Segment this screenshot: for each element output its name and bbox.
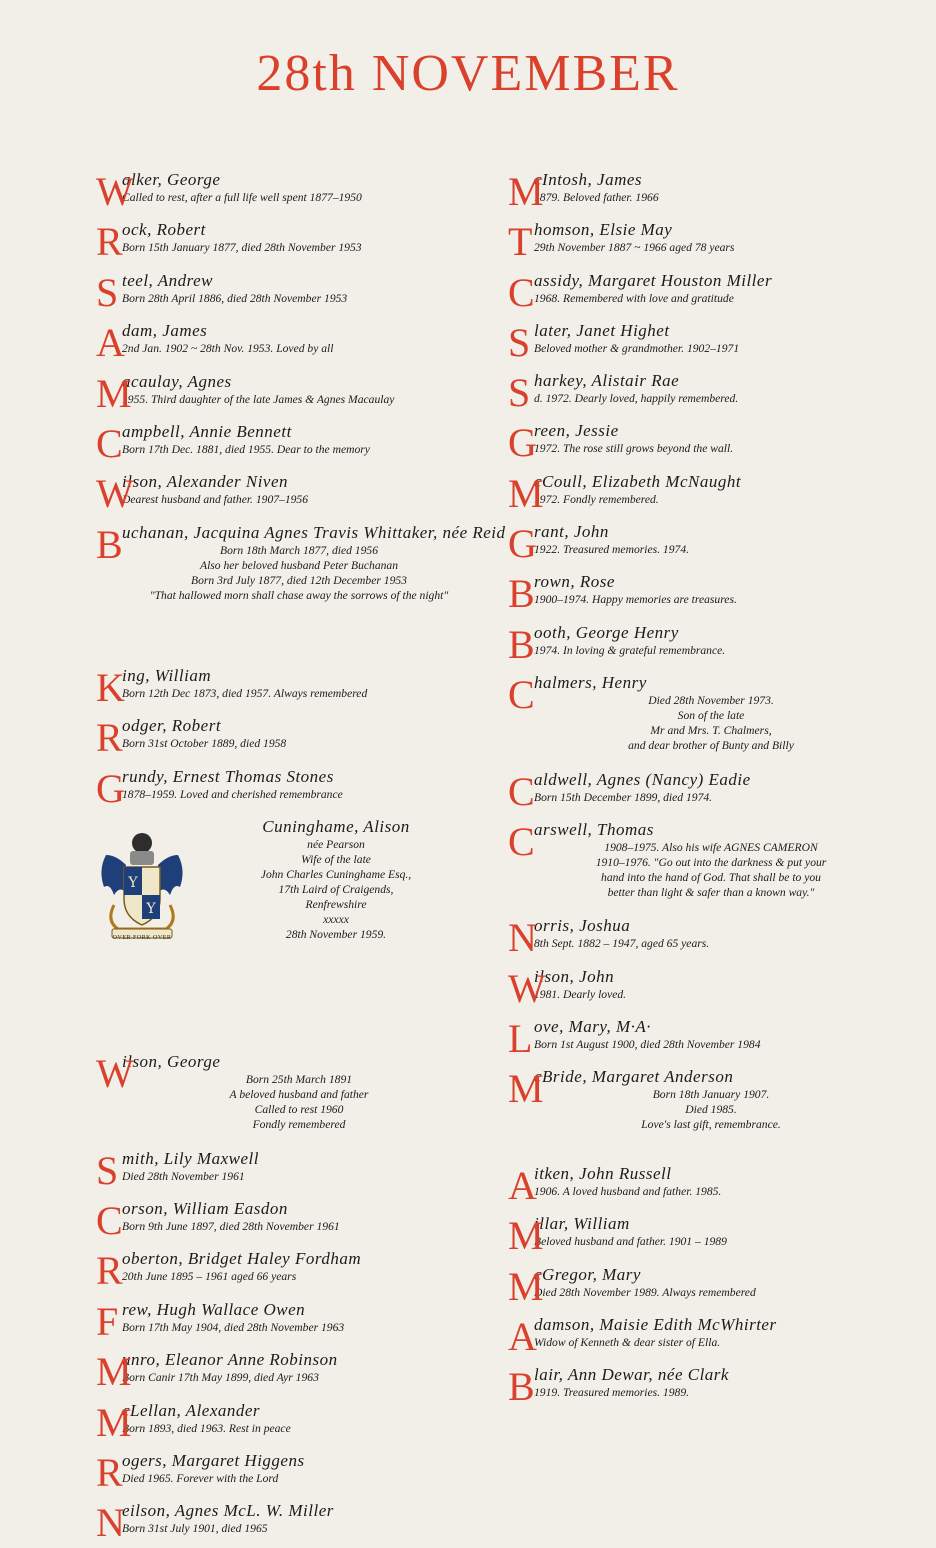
entry-name: illar, William	[534, 1214, 630, 1234]
entry-line: Renfrewshire	[305, 897, 367, 911]
entry-initial: N	[96, 1500, 125, 1546]
entry-line: Widow of Kenneth & dear sister of Ella.	[534, 1335, 721, 1349]
memorial-entry	[508, 1315, 888, 1361]
entry-initial: K	[96, 664, 125, 710]
entry-line: 1981. Dearly loved.	[534, 987, 627, 1001]
entry-line: 1972. Fondly remembered.	[534, 492, 659, 506]
memorial-entry	[96, 1149, 476, 1195]
coat-of-arms-icon	[96, 825, 188, 945]
entry-initial: R	[96, 1450, 123, 1496]
entry-initial: G	[508, 521, 537, 567]
entry-initial: C	[96, 1198, 123, 1244]
entry-line: 1879. Beloved father. 1966	[534, 191, 659, 204]
entry-name: odger, Robert	[122, 716, 222, 736]
entry-name: ilson, Alexander Niven	[122, 472, 289, 492]
entry-name: itken, John Russell	[534, 1163, 672, 1183]
memorial-entry	[96, 1199, 476, 1245]
entry-line: 1908–1975. Also his wife AGNES CAMERON	[604, 840, 818, 854]
memorial-entry	[508, 522, 888, 568]
entry-name: cBride, Margaret Anderson	[534, 1067, 734, 1087]
entry-name: arswell, Thomas	[534, 819, 654, 839]
entry-line: Born 15th December 1899, died 1974.	[534, 790, 713, 804]
entry-line: Wife of the late	[301, 852, 371, 866]
entry-line: Called to rest, after a full life well spent 1877–1950	[122, 191, 362, 204]
entry-line: 1919. Treasured memories. 1989.	[534, 1386, 690, 1400]
entry-line: Born 1st August 1900, died 28th November 1984	[534, 1038, 761, 1052]
entry-line: Fondly remembered	[252, 1117, 346, 1131]
memorial-entry	[508, 623, 888, 669]
entry-name: ing, William	[122, 665, 212, 685]
page-title: 28th NOVEMBER	[256, 45, 680, 102]
entry-line: Died 28th November 1961	[122, 1169, 245, 1183]
entry-initial: W	[96, 471, 134, 517]
entry-initial: B	[508, 571, 535, 617]
entry-line: 1922. Treasured memories. 1974.	[534, 543, 690, 557]
memorial-entry	[96, 1300, 476, 1346]
entry-initial: S	[96, 1147, 119, 1193]
entry-line: 1972. The rose still grows beyond the wall.	[534, 442, 734, 456]
entry-line: Dearest husband and father. 1907–1956	[122, 493, 309, 507]
entry-line: Died 1965. Forever with the Lord	[122, 1472, 279, 1486]
entry-name: rew, Hugh Wallace Owen	[122, 1299, 306, 1319]
entry-initial: W	[96, 169, 134, 214]
entry-name: ooth, George Henry	[534, 622, 679, 642]
memorial-entry	[96, 521, 506, 662]
svg-text:Y: Y	[146, 900, 156, 917]
memorial-entry	[508, 673, 888, 766]
memorial-entry	[96, 1401, 476, 1447]
right-column	[508, 166, 888, 1411]
entry-initial: C	[508, 269, 535, 315]
entry-line: 1910–1976. "Go out into the darkness & put your	[595, 855, 827, 869]
memorial-entry	[96, 1501, 476, 1547]
entry-initial: S	[96, 269, 119, 315]
entry-name: unro, Eleanor Anne Robinson	[122, 1350, 338, 1370]
entry-line: Born 15th January 1877, died 28th November 1953	[122, 241, 362, 255]
entry-line: xxxxx	[323, 912, 349, 926]
entry-line: Beloved mother & grandmother. 1902–1971	[534, 341, 740, 355]
entry-line: 1900–1974. Happy memories are treasures.	[534, 593, 737, 607]
entry-line: Born 1893, died 1963. Rest in peace	[122, 1421, 291, 1435]
entry-initial: C	[508, 818, 535, 864]
entry-name: halmers, Henry	[534, 672, 647, 692]
entry-line: 1906. A loved husband and father. 1985.	[534, 1184, 722, 1198]
entry-line: "That hallowed morn shall chase away the sorrows of the night"	[149, 588, 449, 602]
entry-line: better than light & safer than a known way."	[607, 885, 815, 899]
entry-initial: A	[96, 320, 125, 366]
entry-initial: C	[508, 768, 535, 814]
entry-name: alker, George	[122, 170, 221, 189]
memorial-entry	[508, 1265, 888, 1311]
entry-line: Died 28th November 1973.	[648, 693, 774, 707]
entry-initial: S	[508, 319, 531, 365]
memorial-entry	[96, 220, 476, 266]
entry-initial: B	[508, 621, 535, 667]
entry-name: cLellan, Alexander	[122, 1400, 261, 1420]
entry-line: A beloved husband and father	[229, 1087, 369, 1101]
entry-name: reen, Jessie	[534, 421, 619, 441]
entry-name: cGregor, Mary	[534, 1264, 641, 1284]
entry-line: Born 3rd July 1877, died 12th December 1953	[191, 573, 407, 587]
entry-line: Died 1985.	[685, 1103, 737, 1117]
entry-initial: G	[508, 420, 537, 466]
entry-line: Born 17th Dec. 1881, died 1955. Dear to the memory	[122, 442, 370, 456]
memorial-entry	[96, 1052, 476, 1145]
memorial-entry	[96, 321, 476, 367]
entry-name: ampbell, Annie Bennett	[122, 421, 292, 441]
entry-initial: W	[96, 1050, 134, 1096]
entry-initial: R	[96, 219, 123, 265]
entry-name: oberton, Bridget Haley Fordham	[122, 1249, 362, 1269]
entry-name: ilson, John	[534, 966, 615, 986]
crest-motto: OVER FORK OVER	[112, 934, 172, 941]
memorial-entry	[508, 170, 888, 216]
memorial-entry	[508, 1017, 888, 1063]
memorial-entry	[96, 1451, 476, 1497]
memorial-entry	[96, 170, 476, 216]
entry-initial: M	[508, 1213, 544, 1259]
entry-name: Cuninghame, Alison	[262, 816, 410, 836]
memorial-entry	[508, 820, 888, 913]
entry-name: cCoull, Elizabeth McNaught	[534, 471, 742, 491]
memorial-entry	[508, 371, 888, 417]
entry-initial: M	[96, 370, 132, 416]
entry-line: née Pearson	[307, 837, 365, 851]
entry-line: Born 31st July 1901, died 1965	[122, 1522, 268, 1536]
left-column	[96, 166, 506, 1548]
entry-name: teel, Andrew	[122, 270, 213, 290]
entry-name: eilson, Agnes McL. W. Miller	[122, 1501, 334, 1521]
entry-name: ove, Mary, M·A·	[534, 1017, 652, 1037]
entry-line: Son of the late	[677, 708, 745, 722]
entry-line: 1968. Remembered with love and gratitude	[534, 291, 734, 305]
entry-line: 29th November 1887 ~ 1966 aged 78 years	[534, 241, 735, 255]
entry-initial: M	[96, 1349, 132, 1395]
entry-line: d. 1972. Dearly loved, happily remembered.	[534, 392, 739, 406]
entry-name: rown, Rose	[534, 572, 615, 592]
entry-initial: L	[508, 1016, 533, 1062]
memorial-entry	[508, 1067, 888, 1160]
memorial-entry	[508, 572, 888, 618]
entry-line: John Charles Cuninghame Esq.,	[260, 867, 412, 881]
entry-initial: T	[508, 219, 533, 265]
entry-line: Born 25th March 1891	[245, 1072, 353, 1086]
entry-name: ilson, George	[122, 1051, 221, 1071]
entry-name: mith, Lily Maxwell	[122, 1148, 259, 1168]
memorial-entry	[508, 421, 888, 467]
memorial-entry	[96, 817, 476, 1048]
memorial-entry	[96, 422, 476, 468]
entry-line: Born 18th January 1907.	[652, 1088, 770, 1102]
entry-line: Beloved husband and father. 1901 – 1989	[534, 1235, 727, 1249]
entry-line: hand into the hand of God. That shall be to you	[601, 870, 821, 884]
entry-initial: S	[508, 370, 531, 416]
entry-initial: M	[508, 470, 544, 516]
entry-line: 1955. Third daughter of the late James & Agnes Macaulay	[122, 392, 395, 406]
entry-line: Love's last gift, remembrance.	[641, 1118, 781, 1132]
entry-initial: C	[508, 671, 535, 717]
entry-initial: G	[96, 765, 125, 811]
memorial-entry	[508, 967, 888, 1013]
entry-name: ogers, Margaret Higgens	[122, 1451, 305, 1471]
entry-initial: R	[96, 1248, 123, 1294]
entry-line: 1878–1959. Loved and cherished remembrance	[122, 787, 343, 801]
entry-name: uchanan, Jacquina Agnes Travis Whittaker, née Reid	[122, 522, 506, 542]
entry-name: orson, William Easdon	[122, 1199, 288, 1219]
memorial-entry	[508, 271, 888, 317]
memorial-entry	[96, 767, 476, 813]
memorial-entry	[508, 220, 888, 266]
memorial-entry	[508, 916, 888, 962]
entry-line: Mr and Mrs. T. Chalmers,	[650, 723, 772, 737]
entry-name: homson, Elsie May	[534, 220, 673, 240]
entry-name: lair, Ann Dewar, née Clark	[534, 1365, 729, 1385]
entry-initial: F	[96, 1298, 119, 1344]
entry-line: Born 12th Dec 1873, died 1957. Always remembered	[122, 686, 368, 700]
entry-initial: M	[96, 1399, 132, 1445]
entry-line: Born 31st October 1889, died 1958	[122, 737, 287, 751]
memorial-entry	[96, 1249, 476, 1295]
entry-line: Called to rest 1960	[254, 1102, 344, 1116]
entry-initial: B	[96, 521, 123, 567]
entry-initial: N	[508, 915, 537, 961]
entry-name: orris, Joshua	[534, 916, 631, 936]
entry-name: aldwell, Agnes (Nancy) Eadie	[534, 769, 751, 789]
entry-line: Born 28th April 1886, died 28th November 1953	[122, 291, 348, 305]
memorial-entry	[96, 271, 476, 317]
entry-initial: B	[508, 1364, 535, 1410]
entry-line: and dear brother of Bunty and Billy	[628, 738, 794, 752]
svg-text:Y: Y	[128, 874, 138, 891]
memorial-entry	[96, 716, 476, 762]
entry-name: harkey, Alistair Rae	[534, 371, 680, 391]
entry-initial: A	[508, 1313, 537, 1359]
entry-line: Born 18th March 1877, died 1956	[219, 543, 378, 557]
memorial-entry	[508, 321, 888, 367]
entry-name: assidy, Margaret Houston Miller	[534, 270, 773, 290]
entry-name: rundy, Ernest Thomas Stones	[122, 766, 334, 786]
entry-line: Died 28th November 1989. Always remembered	[534, 1285, 756, 1299]
entry-name: acaulay, Agnes	[122, 371, 232, 391]
entry-line: 28th November 1959.	[285, 927, 387, 941]
memorial-entry	[96, 372, 476, 418]
entry-initial: A	[508, 1162, 537, 1208]
entry-line: 2nd Jan. 1902 ~ 28th Nov. 1953. Loved by all	[122, 342, 334, 356]
memorial-entry	[96, 1350, 476, 1396]
memorial-entry	[508, 1365, 888, 1411]
entry-initial: M	[508, 1263, 544, 1309]
entry-line: 20th June 1895 – 1961 aged 66 years	[122, 1270, 297, 1284]
entry-initial: M	[508, 1066, 544, 1112]
entry-name: later, Janet Highet	[534, 320, 670, 340]
entry-initial: W	[508, 965, 546, 1011]
entry-name: ock, Robert	[122, 220, 206, 240]
entry-name: rant, John	[534, 522, 609, 542]
entry-line: 1974. In loving & grateful remembrance.	[534, 643, 726, 657]
entry-line: Born Canir 17th May 1899, died Ayr 1963	[122, 1371, 319, 1385]
memorial-entry	[96, 666, 476, 712]
entry-name: damson, Maisie Edith McWhirter	[534, 1314, 777, 1334]
memorial-entry	[508, 1214, 888, 1260]
entry-initial: C	[96, 420, 123, 466]
entry-line: Born 9th June 1897, died 28th November 1961	[122, 1220, 340, 1234]
entry-line: Also her beloved husband Peter Buchanan	[199, 558, 399, 572]
memorial-entry	[508, 1164, 888, 1210]
memorial-entry	[96, 472, 476, 518]
entry-initial: R	[96, 715, 123, 761]
entry-line: 8th Sept. 1882 – 1947, aged 65 years.	[534, 937, 710, 951]
entry-name: dam, James	[122, 321, 208, 341]
entry-line: 17th Laird of Craigends,	[278, 882, 394, 896]
memorial-entry	[508, 472, 888, 518]
memorial-entry	[508, 770, 888, 816]
entry-line: Born 17th May 1904, died 28th November 1963	[122, 1320, 345, 1334]
entry-initial: M	[508, 169, 544, 214]
entry-name: cIntosh, James	[534, 170, 643, 189]
